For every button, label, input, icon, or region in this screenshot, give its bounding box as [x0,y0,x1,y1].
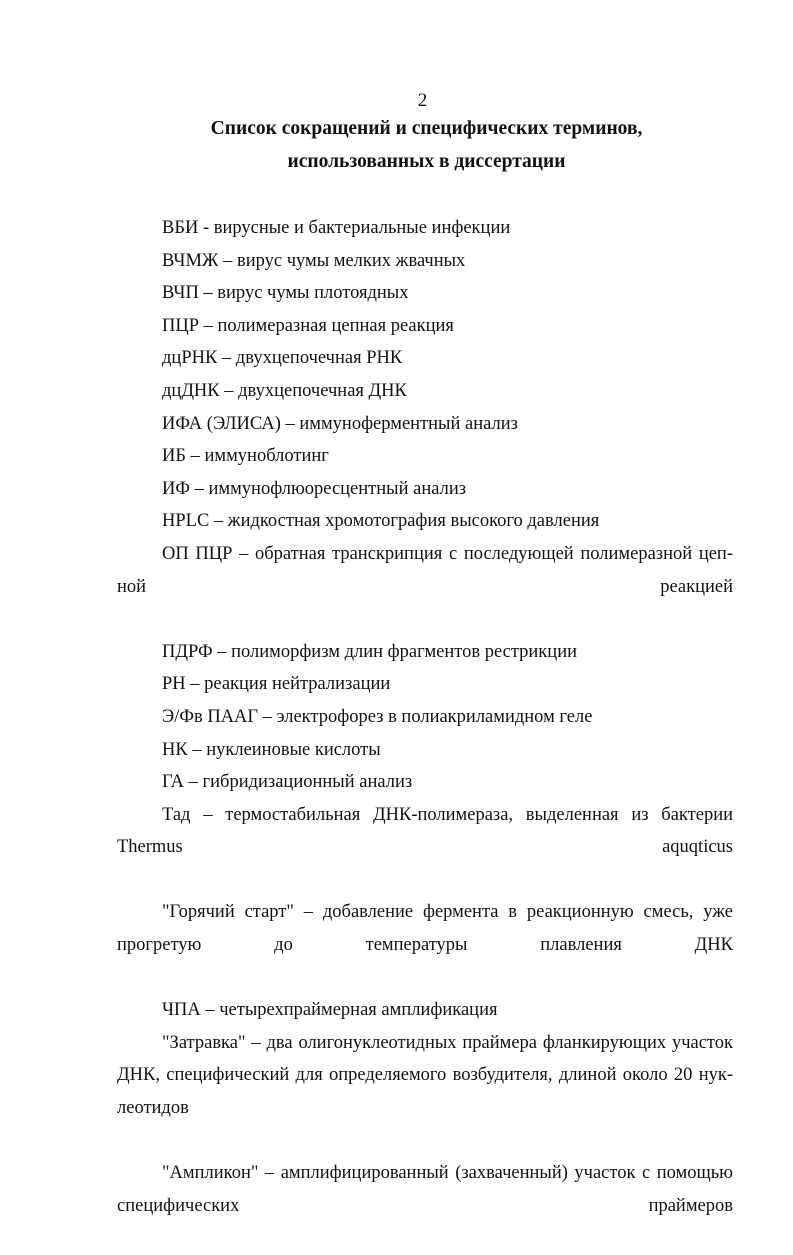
abbreviation-entry-ga: ГА – гибридизационный анализ [162,772,413,793]
abbreviation-entry-dsrna: дцРНК – двухцепочечная РНК [162,348,403,369]
abbreviation-entry-dsdna: дцДНК – двухцепочечная ДНК [162,380,407,401]
abbreviation-entry-hplc: HPLC – жидкостная хромотография высокого давления [162,511,600,532]
term-entry-primer: "Затравка" – два олигонуклеотидных праймера фланкирующих участок ДНК, специфический для определяемого возбудителя, длиной около 20 нук-леотидов [117,1032,733,1119]
abbreviation-entry-ib: ИБ – иммуноблотинг [162,446,329,467]
abbreviation-entry-vchp: ВЧП – вирус чумы плотоядных [162,283,409,304]
term-entry-amplicon: "Ампликон" – амплифицированный (захваченный) участок с помощью специфических праймеров [117,1163,733,1216]
abbreviation-entry-chpa: ЧПА – четырехпраймерная амплификация [162,1000,498,1021]
abbreviation-entry-vchmzh: ВЧМЖ – вирус чумы мелких жвачных [162,250,466,271]
abbreviation-entry-pdrf: ПДРФ – полиморфизм длин фрагментов рестрикции [162,641,577,662]
term-entry-taq: Тад – термостабильная ДНК-полимераза, выделенная из бактерии Thermus aquqticus [117,804,733,858]
abbreviation-entry-pcr: ПЦР – полимеразная цепная реакция [162,315,454,336]
abbreviation-entry-if: ИФ – иммунофлюоресцентный анализ [162,478,467,499]
abbreviation-entry-nk: НК – нуклеиновые кислоты [162,739,381,760]
page-number: 2 [417,90,428,111]
document-title-line-2: использованных в диссертации [287,151,566,172]
abbreviation-entry-vbi: ВБИ - вирусные и бактериальные инфекции [162,218,511,238]
abbreviation-entry-ef-paag: Э/Фв ПААГ – электрофорез в полиакриламидном геле [162,706,593,727]
document-title-line-1: Список сокращений и специфических терминов, [210,118,643,139]
abbreviation-entry-ifa: ИФА (ЭЛИСА) – иммуноферментный анализ [162,413,518,434]
abbreviations-list [117,212,733,1255]
abbreviation-entry-op-pcr: ОП ПЦР – обратная транскрипция с последующей полимеразной цеп-ной реакцией [117,543,733,597]
abbreviation-entry-rn: РН – реакция нейтрализации [162,674,391,695]
term-entry-hot-start: "Горячий старт" – добавление фермента в реакционную смесь, уже прогретую до температуры плавления ДНК [117,902,733,956]
